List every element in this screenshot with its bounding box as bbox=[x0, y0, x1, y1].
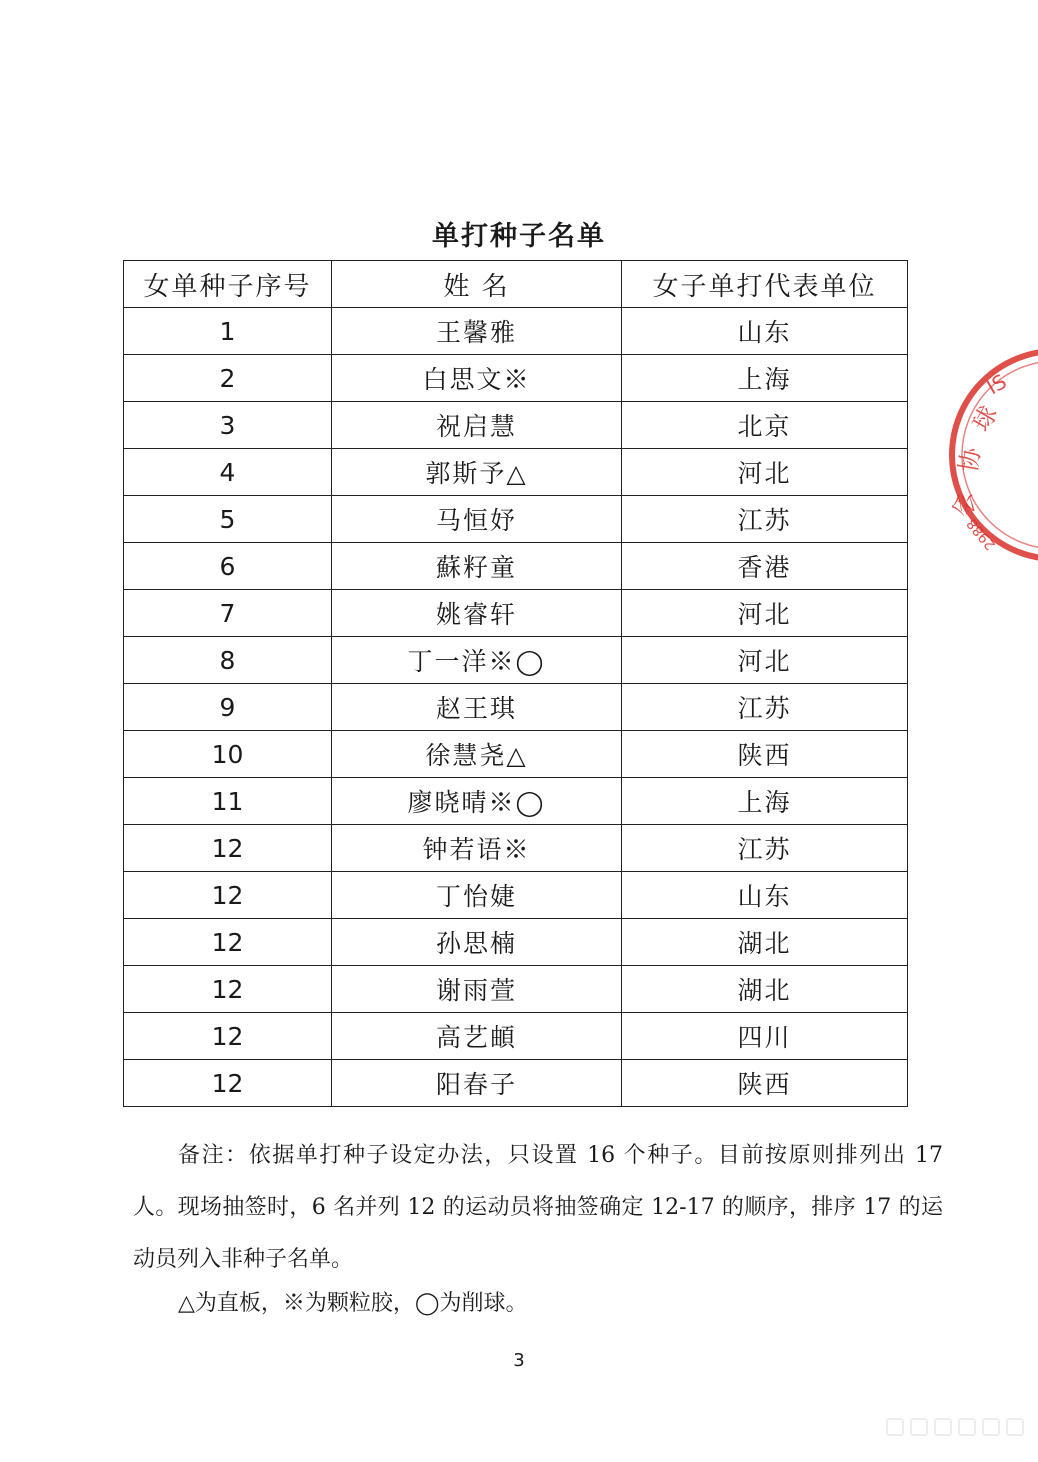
unit-cell: 河北 bbox=[622, 637, 908, 684]
unit-cell: 陕西 bbox=[622, 1060, 908, 1107]
seed-number-cell: 9 bbox=[124, 684, 332, 731]
unit-cell: 湖北 bbox=[622, 919, 908, 966]
table-row bbox=[124, 872, 908, 919]
unit-cell: 四川 bbox=[622, 1013, 908, 1060]
table-row bbox=[124, 637, 908, 684]
symbol-legend: △为直板，※为颗粒胶，◯为削球。 bbox=[178, 1291, 528, 1316]
player-name-cell: 郭斯予△ bbox=[332, 449, 622, 496]
table-row bbox=[124, 496, 908, 543]
header-unit: 女子单打代表单位 bbox=[622, 261, 908, 308]
toolbar-dot-icon bbox=[886, 1418, 904, 1436]
table-row bbox=[124, 1013, 908, 1060]
remark-paragraph: 备注：依据单打种子设定办法，只设置 16 个种子。目前按原则排列出 17 人。现场抽签时，6 名并列 12 的运动员将抽签确定 12-17 的顺序，排序 17 的运动员列入非种子名单。 bbox=[133, 1143, 943, 1272]
unit-cell: 山东 bbox=[622, 308, 908, 355]
unit-cell: 上海 bbox=[622, 778, 908, 825]
seed-number-cell: 12 bbox=[124, 872, 332, 919]
table-row bbox=[124, 825, 908, 872]
player-name-cell: 马恒妤 bbox=[332, 496, 622, 543]
player-name-cell: 徐慧尧△ bbox=[332, 731, 622, 778]
toolbar-dot-icon bbox=[958, 1418, 976, 1436]
table-row bbox=[124, 402, 908, 449]
document-title: 单打种子名单 bbox=[432, 221, 606, 252]
table-row bbox=[124, 966, 908, 1013]
seed-number-cell: 7 bbox=[124, 590, 332, 637]
official-seal-stamp bbox=[946, 345, 1038, 565]
unit-cell: 湖北 bbox=[622, 966, 908, 1013]
unit-cell: 北京 bbox=[622, 402, 908, 449]
player-name-cell: 白思文※ bbox=[332, 355, 622, 402]
player-name-cell: 谢雨萱 bbox=[332, 966, 622, 1013]
player-name-cell: 阳春子 bbox=[332, 1060, 622, 1107]
seed-table bbox=[123, 260, 908, 1107]
header-name: 姓 名 bbox=[332, 261, 622, 308]
seed-number-cell: 12 bbox=[124, 919, 332, 966]
seed-number-cell: 3 bbox=[124, 402, 332, 449]
table-row bbox=[124, 919, 908, 966]
table-row bbox=[124, 731, 908, 778]
seed-number-cell: 11 bbox=[124, 778, 332, 825]
unit-cell: 香港 bbox=[622, 543, 908, 590]
table-row bbox=[124, 308, 908, 355]
page-number: 3 bbox=[513, 1350, 525, 1371]
seed-number-cell: 12 bbox=[124, 825, 332, 872]
table-row bbox=[124, 684, 908, 731]
player-name-cell: 丁怡婕 bbox=[332, 872, 622, 919]
seed-number-cell: 10 bbox=[124, 731, 332, 778]
seal-text-fragment: 球 bbox=[966, 401, 1004, 436]
seed-number-cell: 8 bbox=[124, 637, 332, 684]
table-row bbox=[124, 590, 908, 637]
table-row bbox=[124, 355, 908, 402]
unit-cell: 江苏 bbox=[622, 684, 908, 731]
table-body bbox=[124, 308, 908, 1107]
unit-cell: 江苏 bbox=[622, 496, 908, 543]
player-name-cell: 丁一洋※◯ bbox=[332, 637, 622, 684]
toolbar-dot-icon bbox=[934, 1418, 952, 1436]
unit-cell: 山东 bbox=[622, 872, 908, 919]
seed-number-cell: 12 bbox=[124, 1060, 332, 1107]
player-name-cell: 孙思楠 bbox=[332, 919, 622, 966]
seed-number-cell: 12 bbox=[124, 1013, 332, 1060]
player-name-cell: 王馨雅 bbox=[332, 308, 622, 355]
seed-number-cell: 5 bbox=[124, 496, 332, 543]
seed-number-cell: 12 bbox=[124, 966, 332, 1013]
seal-text-fragment: 协 bbox=[954, 445, 987, 475]
unit-cell: 河北 bbox=[622, 449, 908, 496]
table-row bbox=[124, 543, 908, 590]
player-name-cell: 祝启慧 bbox=[332, 402, 622, 449]
player-name-cell: 廖晓晴※◯ bbox=[332, 778, 622, 825]
player-name-cell: 赵王琪 bbox=[332, 684, 622, 731]
unit-cell: 江苏 bbox=[622, 825, 908, 872]
player-name-cell: 高艺頔 bbox=[332, 1013, 622, 1060]
seal-text-fragment: 会 bbox=[948, 490, 980, 519]
seed-number-cell: 1 bbox=[124, 308, 332, 355]
seal-text-fragment: 2988 bbox=[963, 515, 1000, 553]
table-row bbox=[124, 449, 908, 496]
player-name-cell: 蘇籽童 bbox=[332, 543, 622, 590]
table-header-row bbox=[124, 261, 908, 308]
seal-text-fragment: IS bbox=[982, 369, 1011, 400]
header-seed-number: 女单种子序号 bbox=[124, 261, 332, 308]
seed-number-cell: 2 bbox=[124, 355, 332, 402]
toolbar-dot-icon bbox=[982, 1418, 1000, 1436]
table-row bbox=[124, 778, 908, 825]
unit-cell: 河北 bbox=[622, 590, 908, 637]
image-viewer-toolbar bbox=[886, 1418, 1024, 1436]
unit-cell: 陕西 bbox=[622, 731, 908, 778]
toolbar-dot-icon bbox=[1006, 1418, 1024, 1436]
player-name-cell: 姚睿轩 bbox=[332, 590, 622, 637]
player-name-cell: 钟若语※ bbox=[332, 825, 622, 872]
seed-number-cell: 6 bbox=[124, 543, 332, 590]
seed-number-cell: 4 bbox=[124, 449, 332, 496]
toolbar-dot-icon bbox=[910, 1418, 928, 1436]
unit-cell: 上海 bbox=[622, 355, 908, 402]
table-row bbox=[124, 1060, 908, 1107]
